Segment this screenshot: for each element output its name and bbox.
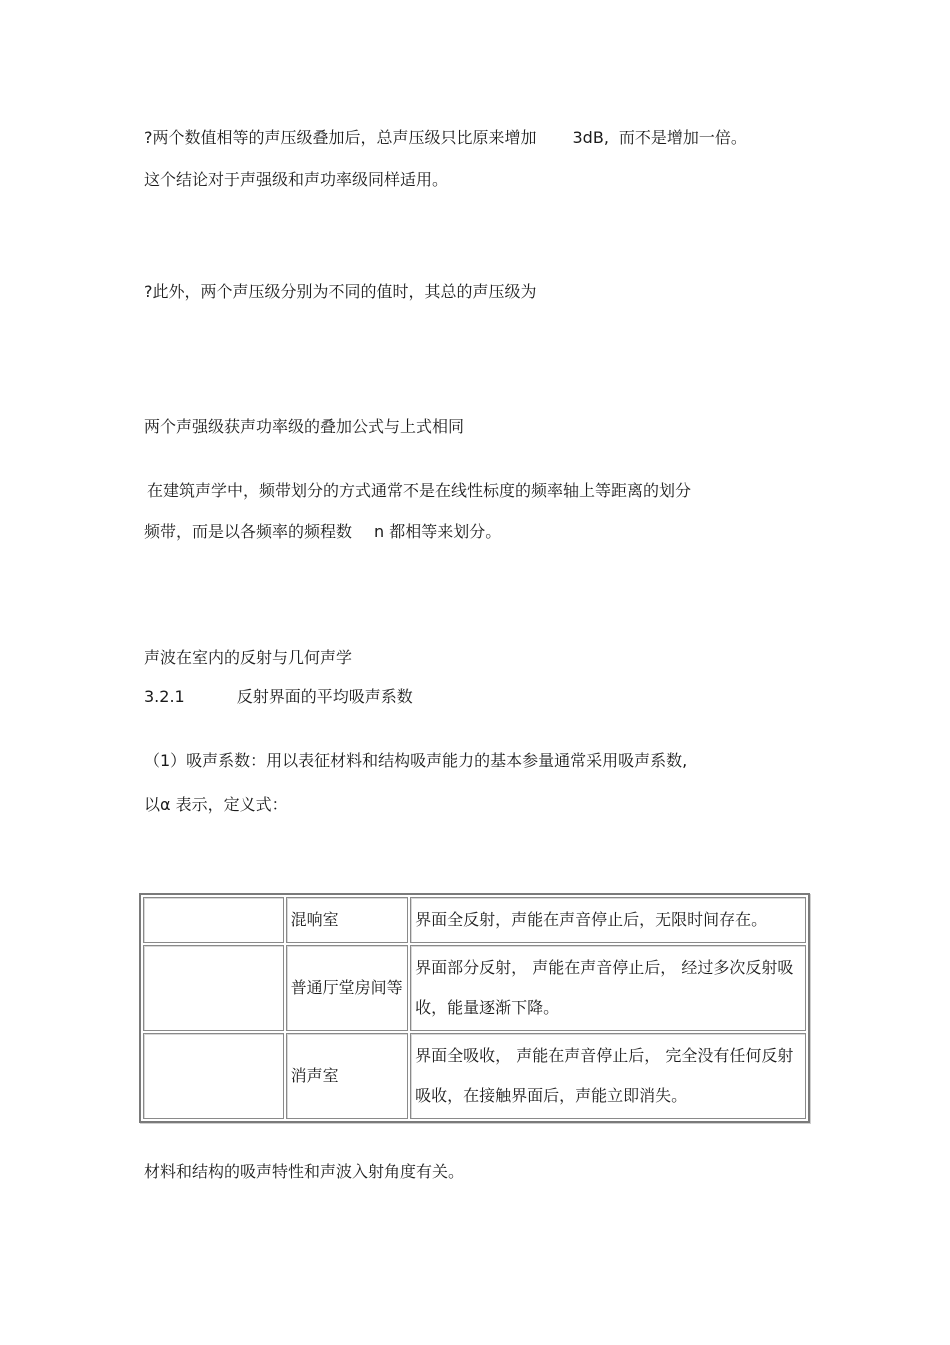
subsection-heading	[144, 687, 413, 707]
paragraph-intensity-power: 两个声强级获声功率级的叠加公式与上式相同	[144, 417, 465, 436]
room-type-table	[139, 893, 810, 1123]
paragraph-absorption-coefficient: （1）吸声系数：用以表征材料和结构吸声能力的基本参量通常采用吸声系数,	[144, 751, 688, 770]
table-cell-room-type: 普通厅堂房间等	[286, 945, 409, 1031]
text-segment: n 都相等来划分。	[374, 522, 502, 541]
paragraph-superposition-equal	[144, 128, 747, 148]
table-cell-description: 界面部分反射， 声能在声音停止后， 经过多次反射吸收，能量逐渐下降。	[410, 945, 806, 1031]
table-cell-empty	[143, 1033, 284, 1119]
paragraph-frequency-band: 在建筑声学中，频带划分的方式通常不是在线性标度的频率轴上等距离的划分	[147, 481, 692, 500]
section-heading: 声波在室内的反射与几何声学	[144, 648, 353, 667]
paragraph-conclusion: 这个结论对于声强级和声功率级同样适用。	[144, 170, 449, 189]
text-segment: 而不是增加一倍。	[618, 128, 747, 147]
text-segment: 频带，而是以各频率的频程数	[144, 522, 353, 541]
table-cell-description: 界面全反射，声能在声音停止后，无限时间存在。	[410, 897, 806, 943]
paragraph-different-levels: ?此外，两个声压级分别为不同的值时，其总的声压级为	[144, 282, 537, 301]
table-cell-empty	[143, 897, 284, 943]
text-segment: ?两个数值相等的声压级叠加后，总声压级只比原来增加	[144, 128, 537, 147]
table-row	[143, 945, 806, 1031]
table-cell-description: 界面全吸收， 声能在声音停止后， 完全没有任何反射吸收，在接触界面后，声能立即消失。	[410, 1033, 806, 1119]
table-row	[143, 1033, 806, 1119]
paragraph-alpha-definition: 以α 表示，定义式：	[144, 795, 288, 814]
subsection-title: 反射界面的平均吸声系数	[236, 687, 413, 706]
subsection-number: 3.2.1	[144, 687, 185, 706]
table-cell-room-type: 混响室	[286, 897, 409, 943]
table-cell-room-type: 消声室	[286, 1033, 409, 1119]
table-cell-empty	[143, 945, 284, 1031]
paragraph-incidence-angle: 材料和结构的吸声特性和声波入射角度有关。	[144, 1162, 465, 1181]
table-row	[143, 897, 806, 943]
paragraph-octave	[144, 522, 501, 542]
text-segment: 3dB,	[572, 128, 609, 147]
